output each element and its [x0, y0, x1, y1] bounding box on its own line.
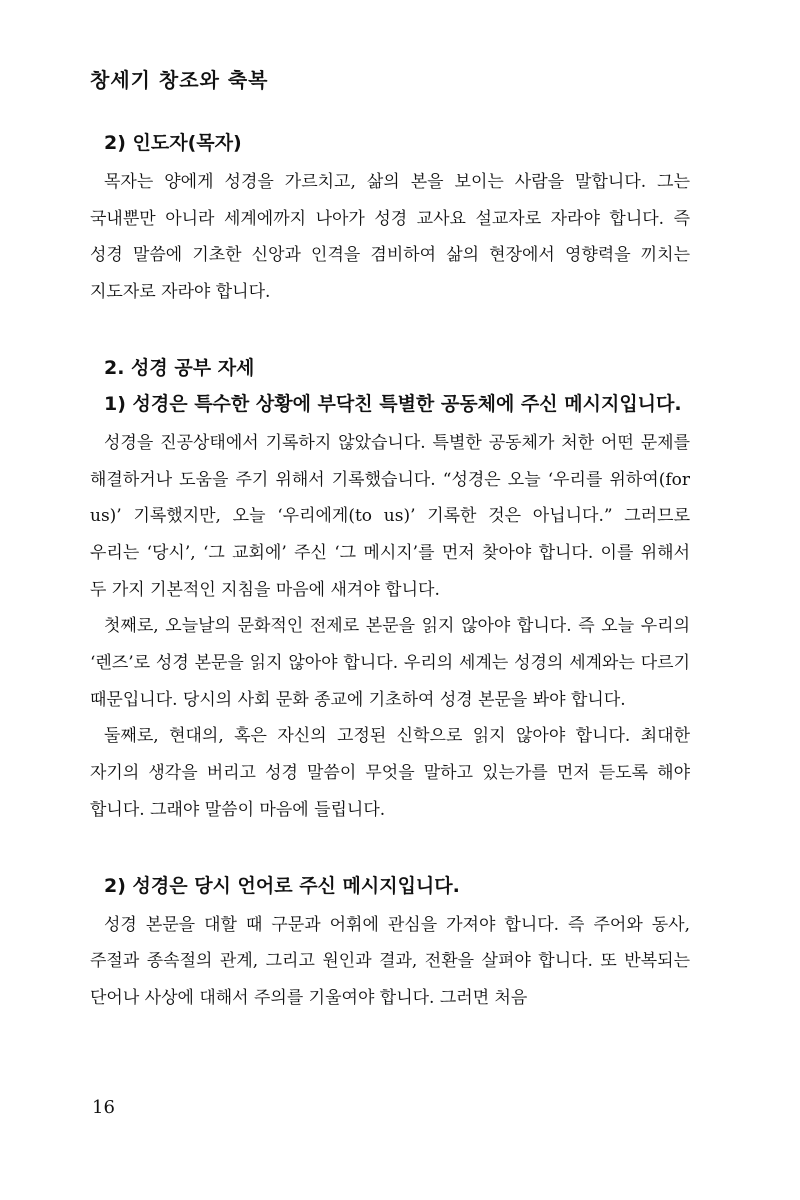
- paragraph-language: 성경 본문을 대할 때 구문과 어휘에 관심을 가져야 합니다. 즉 주어와 동사, 주절과 종속절의 관계, 그리고 원인과 결과, 전환을 살펴야 합니다. 또 반복되는 단어나 사상에 대해서 주의를 기울여야 합니다. 그러면 처음: [90, 914, 690, 1008]
- section-spacer: [90, 311, 690, 353]
- section-heading-leader: 2) 인도자(목자): [104, 132, 242, 154]
- paragraph-context: 성경을 진공상태에서 기록하지 않았습니다. 특별한 공동체가 처한 어떤 문제를 해결하거나 도움을 주기 위해서 기록했습니다. “성경은 오늘 ‘우리를 위하여(for us)’ 기록했지만, 오늘 ‘우리에게(to us)’ 기록한 것은 아닙니다.” 그러므로 우리는 ‘당시’, ‘그 교회에’ 주신 ‘그 메시지’를 먼저 찾아야 합니다. 이를 위해서 두 가지 기본적인 지침을 마음에 새겨야 합니다.: [90, 432, 690, 600]
- subheading-special-community: 1) 성경은 특수한 상황에 부닥친 특별한 공동체에 주신 메시지입니다.: [104, 392, 682, 415]
- chapter-heading-study-attitude: 2. 성경 공부 자세: [104, 356, 255, 379]
- running-header: 창세기 창조와 축복: [90, 68, 269, 92]
- section-spacer: [90, 829, 690, 871]
- page-number: 16: [92, 1097, 115, 1118]
- paragraph-leader: 목자는 양에게 성경을 가르치고, 삶의 본을 보이는 사람을 말합니다. 그는 국내뿐만 아니라 세계에까지 나아가 성경 교사요 설교자로 자라야 합니다. 즉 성경 말씀에 기초한 신앙과 인격을 겸비하여 삶의 현장에서 영향력을 끼치는 지도자로 자라야 합니다.: [90, 172, 690, 303]
- paragraph-first-guideline: 첫째로, 오늘날의 문화적인 전제로 본문을 읽지 않아야 합니다. 즉 오늘 우리의 ‘렌즈’로 성경 본문을 읽지 않아야 합니다. 우리의 세계는 성경의 세계와는 다르기 때문입니다. 당시의 사회 문화 종교에 기초하여 성경 본문을 봐야 합니다.: [90, 616, 690, 710]
- subheading-language: 2) 성경은 당시 언어로 주신 메시지입니다.: [104, 874, 460, 897]
- paragraph-second-guideline: 둘째로, 현대의, 혹은 자신의 고정된 신학으로 읽지 않아야 합니다. 최대한 자기의 생각을 버리고 성경 말씀이 무엇을 말하고 있는가를 먼저 듣도록 해야 합니다. 그래야 말씀이 마음에 들립니다.: [90, 726, 690, 820]
- page-content: [90, 128, 690, 1017]
